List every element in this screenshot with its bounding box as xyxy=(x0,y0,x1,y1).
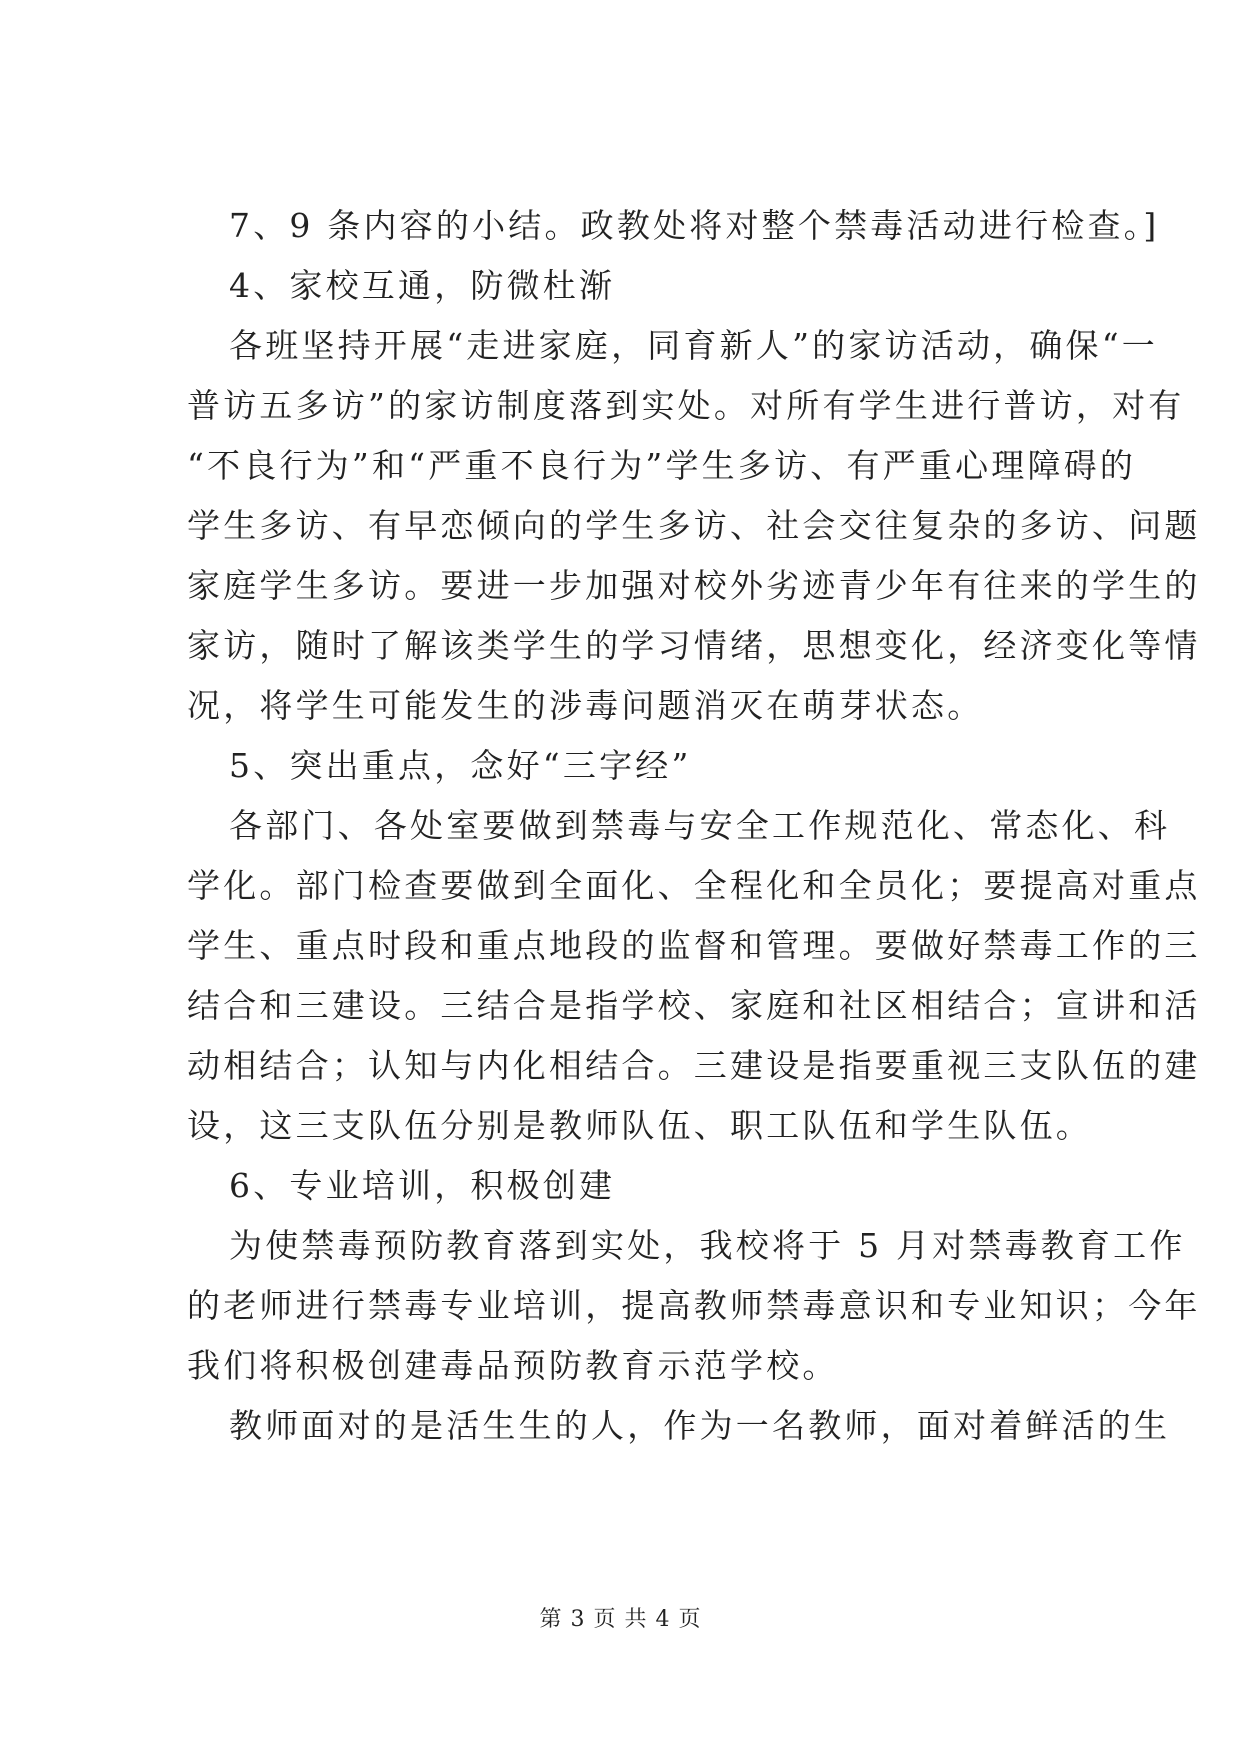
text-line-11: 各部门、各处室要做到禁毒与安全工作规范化、常态化、科 xyxy=(229,806,1171,845)
text-line-12: 学化。部门检查要做到全面化、全程化和全员化；要提高对重点 xyxy=(187,866,1201,905)
page-footer: 第 3 页 共 4 页 xyxy=(539,1607,702,1632)
text-line-8: 家访，随时了解该类学生的学习情绪，思想变化，经济变化等情 xyxy=(187,626,1201,665)
text-line-1: 7、9 条内容的小结。政教处将对整个禁毒活动进行检查。] xyxy=(229,206,1160,245)
text-line-14: 结合和三建设。三结合是指学校、家庭和社区相结合；宣讲和活 xyxy=(187,986,1201,1025)
section-heading-5: 5、突出重点，念好“三字经” xyxy=(229,746,692,785)
text-line-15: 动相结合；认知与内化相结合。三建设是指要重视三支队伍的建 xyxy=(187,1046,1201,1085)
text-line-5: “不良行为”和“严重不良行为”学生多访、有严重心理障碍的 xyxy=(187,446,1137,485)
text-line-7: 家庭学生多访。要进一步加强对校外劣迹青少年有往来的学生的 xyxy=(187,566,1201,605)
text-line-21: 教师面对的是活生生的人，作为一名教师，面对着鲜活的生 xyxy=(229,1406,1171,1445)
text-line-13: 学生、重点时段和重点地段的监督和管理。要做好禁毒工作的三 xyxy=(187,926,1201,965)
text-line-3: 各班坚持开展“走进家庭，同育新人”的家访活动，确保“一 xyxy=(229,326,1159,365)
text-line-6: 学生多访、有早恋倾向的学生多访、社会交往复杂的多访、问题 xyxy=(187,506,1201,545)
text-line-9: 况，将学生可能发生的涉毒问题消灭在萌芽状态。 xyxy=(187,686,984,725)
text-line-4: 普访五多访”的家访制度落到实处。对所有学生进行普访，对有 xyxy=(187,386,1185,425)
section-heading-4: 4、家校互通，防微杜渐 xyxy=(229,266,616,305)
text-line-16: 设，这三支队伍分别是教师队伍、职工队伍和学生队伍。 xyxy=(187,1106,1092,1145)
text-line-20: 我们将积极创建毒品预防教育示范学校。 xyxy=(187,1346,839,1385)
text-line-18: 为使禁毒预防教育落到实处，我校将于 5 月对禁毒教育工作 xyxy=(229,1226,1186,1265)
section-heading-6: 6、专业培训，积极创建 xyxy=(229,1166,616,1205)
text-line-19: 的老师进行禁毒专业培训，提高教师禁毒意识和专业知识；今年 xyxy=(187,1286,1201,1325)
